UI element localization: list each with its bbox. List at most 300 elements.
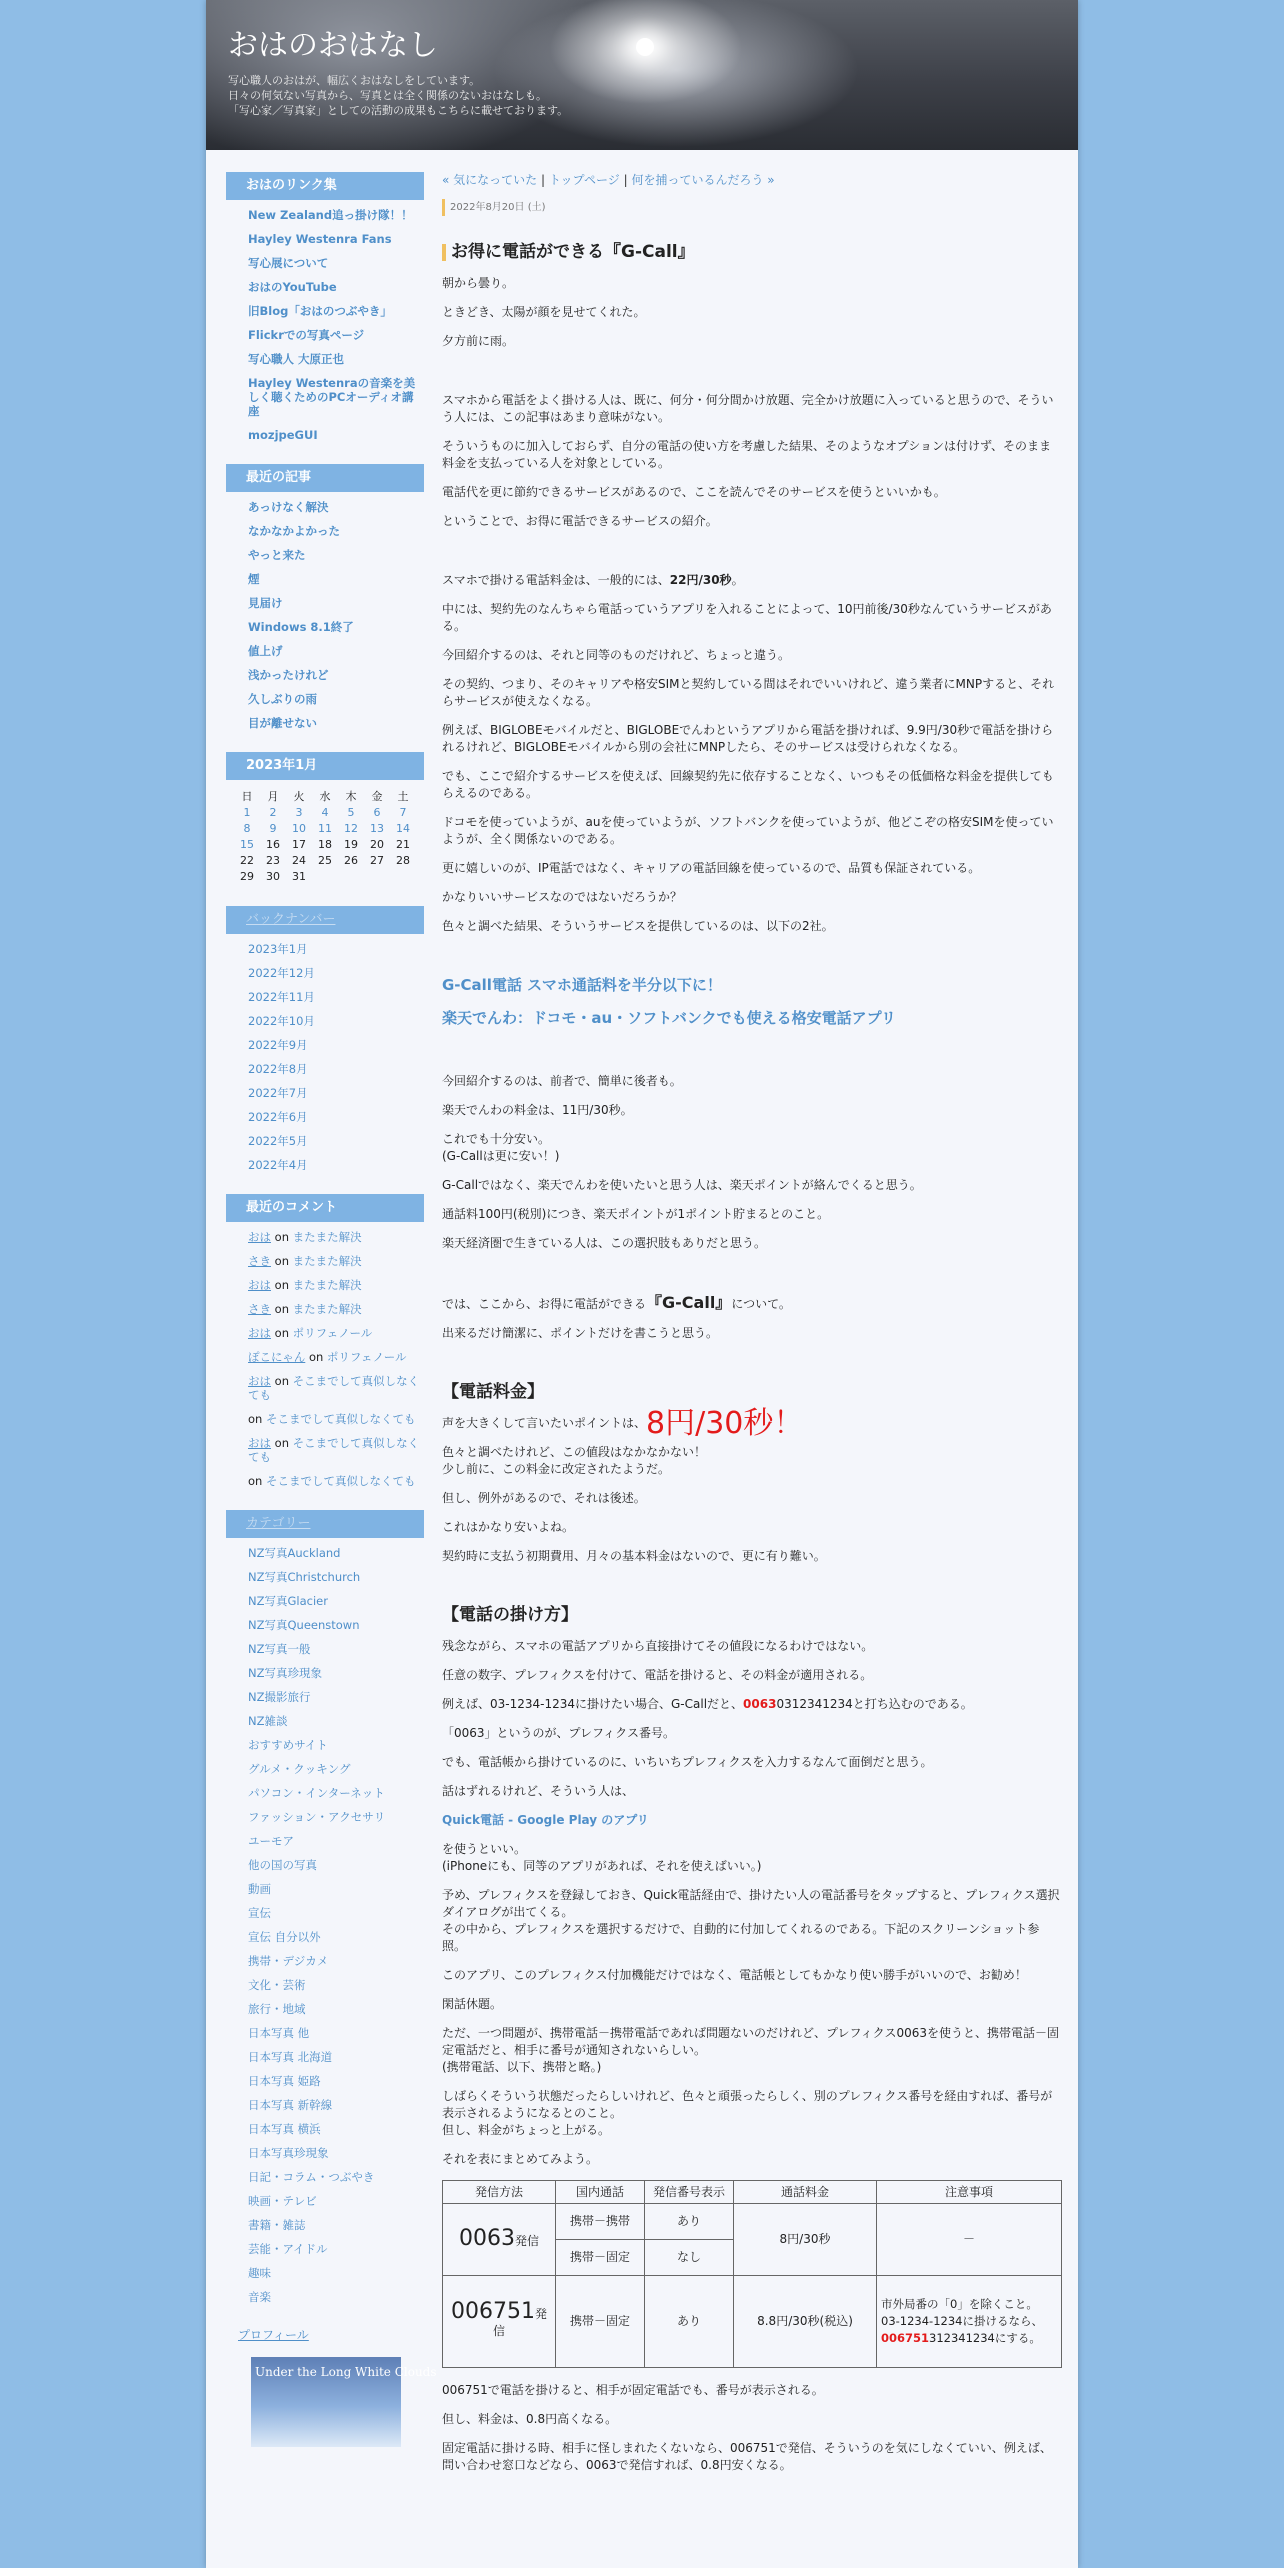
archive-month-link[interactable]: 2022年4月: [248, 1158, 308, 1172]
paragraph: 閑話休題。: [442, 1997, 503, 2011]
profile-image[interactable]: [251, 2357, 437, 2447]
archive-month-link[interactable]: 2022年6月: [248, 1110, 308, 1124]
recent-posts-widget: [226, 464, 424, 730]
calendar-day: [312, 804, 338, 820]
section-heading-howto: 【電話の掛け方】: [442, 1605, 578, 1625]
calendar-day: 19: [344, 837, 358, 851]
category-link[interactable]: 文化・芸術: [248, 1978, 306, 1992]
text: スマホで掛ける電話料金は、一般的には、: [442, 573, 670, 587]
archive-month-link[interactable]: 2023年1月: [248, 942, 308, 956]
calendar-weekday: 土: [397, 790, 409, 803]
external-item: [248, 232, 424, 246]
text: 色々と調べたけれど、この値段はなかなかない！: [442, 1445, 707, 1459]
calendar-day: [390, 868, 416, 884]
calendar-day: [234, 820, 260, 836]
text: 予め、プレフィクスを登録しておき、Quick電話経由で、掛けたい人の電話番号をタップすると、プレフィクス選択ダイアログが出てくる。: [442, 1888, 1060, 1919]
archive-month-item: [248, 1110, 424, 1124]
comment-on-label: on: [274, 1326, 293, 1340]
category-link[interactable]: 日本写真 横浜: [248, 2122, 321, 2136]
comment-on-label: on: [274, 1230, 293, 1244]
calendar-week: [234, 868, 416, 884]
paragraph: [442, 1131, 1062, 1165]
calendar-day: [260, 820, 286, 836]
recent-post-link[interactable]: Windows 8.1終了: [248, 620, 354, 634]
external-link[interactable]: 写心職人 大原正也: [248, 352, 345, 366]
comment-post-link[interactable]: そこまでして真似しなくても: [265, 1474, 416, 1488]
recent-post-link[interactable]: 浅かったけれど: [248, 668, 329, 682]
calendar-day-link[interactable]: 4: [321, 805, 329, 819]
comment-author[interactable]: さき: [248, 1302, 271, 1316]
comment-on-label: on: [308, 1350, 327, 1364]
category-link[interactable]: NZ写真Glacier: [248, 1594, 328, 1608]
calendar-day-link[interactable]: 15: [240, 837, 254, 851]
header-sun-image: [636, 38, 654, 56]
category-link[interactable]: ユーモア: [248, 1834, 294, 1848]
text: その中から、プレフィクスを選択するだけで、自動的に付加してくれるのである。下記のスクリーンショット参照。: [442, 1922, 1040, 1953]
archive-month-item: [248, 966, 424, 980]
recent-post-item: [248, 596, 424, 610]
external-link[interactable]: Hayley Westenra Fans: [248, 232, 392, 246]
calendar-day-link[interactable]: 14: [396, 821, 410, 835]
category-link[interactable]: 旅行・地域: [248, 2002, 306, 2016]
category-link[interactable]: 携帯・デジカメ: [248, 1954, 329, 1968]
fee-table: [442, 2180, 1062, 2368]
gcall-highlight: 『G-Call』: [646, 1293, 732, 1312]
archive-month-link[interactable]: 2022年5月: [248, 1134, 308, 1148]
paragraph: [442, 1812, 1062, 1829]
calendar-day-link[interactable]: 3: [295, 805, 303, 819]
category-link[interactable]: ファッション・アクセサリ: [248, 1810, 386, 1824]
comment-item: [248, 1436, 424, 1464]
paragraph: [442, 2025, 1062, 2076]
comment-post-link[interactable]: ポリフェノール: [292, 1326, 373, 1340]
spacer: [442, 542, 1062, 572]
calendar-week: [234, 852, 416, 868]
calendar-day-link[interactable]: 9: [269, 821, 277, 835]
site-description-line: 「写心家／写真家」としての活動の成果もこちらに載せております。: [228, 104, 569, 117]
note-line: 市外局番の「0」を除くこと。: [881, 2297, 1038, 2311]
comment-item: [248, 1302, 424, 1316]
external-link[interactable]: おはのYouTube: [248, 280, 337, 294]
external-item: [248, 208, 424, 222]
recent-posts-title: 最近の記事: [226, 464, 424, 492]
external-link[interactable]: 写心展について: [248, 256, 329, 270]
comment-post-link[interactable]: そこまでして真似しなくても: [265, 1412, 416, 1426]
text: ただ、一つ問題が、携帯電話－携帯電話であれば問題ないのだけれど、プレフィクス0063を使うと、携帯電話－固定電話だと、相手に番号が通知されないらしい。: [442, 2026, 1059, 2057]
text: 発信: [492, 2307, 547, 2338]
table-header: 通話料金: [734, 2181, 877, 2204]
category-link[interactable]: 動画: [248, 1882, 271, 1896]
paragraph: スマホから電話をよく掛ける人は、既に、何分・何分間かけ放題、完全かけ放題に入っていると思うので、そういう人には、この記事はあまり意味がない。: [442, 393, 1054, 424]
site-title[interactable]: おはのおはなし: [228, 28, 438, 63]
recent-post-item: [248, 692, 424, 706]
comments-list: [226, 1230, 424, 1488]
archive-month-item: [248, 1014, 424, 1028]
recent-post-link[interactable]: やっと来た: [248, 548, 306, 562]
recent-post-link[interactable]: 煙: [248, 572, 260, 586]
paragraph: これはかなり安いよね。: [442, 1520, 575, 1534]
category-item: [248, 1858, 424, 1872]
comment-author[interactable]: おは: [248, 1230, 271, 1244]
table-cell: [443, 2204, 556, 2276]
recent-post-link[interactable]: 久しぶりの雨: [248, 692, 317, 706]
table-cell: 携帯－固定: [556, 2240, 645, 2276]
comment-post-link[interactable]: そこまでして真似しなくても: [248, 1374, 420, 1402]
table-cell: あり: [645, 2204, 734, 2240]
category-link[interactable]: 日本写真 姫路: [248, 2074, 321, 2088]
links-list: [226, 208, 424, 442]
recent-post-link[interactable]: なかなかよかった: [248, 524, 340, 538]
text: しばらくそういう状態だったらしいけれど、色々と頑張ったらしく、別のプレフィクス番号を経由すれば、番号が表示されるようになるとのこと。: [442, 2089, 1053, 2120]
paragraph: [442, 1887, 1062, 1955]
external-link[interactable]: Flickrでの写真ページ: [248, 328, 365, 342]
comment-on-label: on: [274, 1302, 293, 1316]
calendar-day: 28: [396, 853, 410, 867]
category-link[interactable]: 日本写真珍現象: [248, 2146, 329, 2160]
category-link[interactable]: 宣伝: [248, 1906, 271, 1920]
category-link[interactable]: NZ写真Christchurch: [248, 1570, 361, 1584]
calendar-day: [364, 820, 390, 836]
price-big-highlight: 8円/30秒！: [646, 1406, 804, 1441]
category-item: [248, 1930, 424, 1944]
site-header: [206, 0, 1078, 150]
paragraph: 残念ながら、スマホの電話アプリから直接掛けてその値段になるわけではない。: [442, 1639, 874, 1653]
post-title: お得に電話ができる『G-Call』: [442, 244, 1062, 261]
comment-post-link[interactable]: またまた解決: [292, 1254, 362, 1268]
text: 。: [731, 573, 744, 587]
category-link[interactable]: NZ撮影旅行: [248, 1690, 311, 1704]
external-item: [248, 280, 424, 294]
paragraph: 006751で電話を掛けると、相手が固定電話でも、番号が表示される。: [442, 2383, 824, 2397]
paragraph: 「0063」というのが、プレフィクス番号。: [442, 1726, 675, 1740]
comment-item: [248, 1474, 424, 1488]
calendar-days: [234, 804, 416, 884]
category-link[interactable]: NZ写真Queenstown: [248, 1618, 360, 1632]
archive-month-item: [248, 1038, 424, 1052]
spacer: [442, 362, 1062, 392]
category-link[interactable]: 映画・テレビ: [248, 2194, 317, 2208]
category-link[interactable]: NZ写真Auckland: [248, 1546, 341, 1560]
text: (G-Callは更に安い！): [442, 1149, 560, 1163]
calendar-day: 30: [266, 869, 280, 883]
calendar-day: 18: [318, 837, 332, 851]
page: [206, 0, 1078, 2568]
table-cell: なし: [645, 2240, 734, 2276]
paragraph: かなりいいサービスなのではないだろうか？: [442, 890, 683, 904]
paragraph: 固定電話に掛ける時、相手に怪しまれたくないなら、006751で発信、そういうのを気にしなくていい、例えば、問い合わせ窓口などなら、0063で発信すれば、0.8円安くなる。: [442, 2441, 1052, 2472]
text: 0312341234と打ち込むのである。: [776, 1697, 973, 1711]
recent-post-item: [248, 668, 424, 682]
category-link[interactable]: 芸能・アイドル: [248, 2242, 328, 2256]
comment-item: [248, 1412, 424, 1426]
category-item: [248, 2170, 424, 2184]
paragraph: [442, 1696, 1062, 1713]
category-item: [248, 1786, 424, 1800]
comments-widget: [226, 1194, 424, 1488]
paragraph: そういうものに加入しておらず、自分の電話の使い方を考慮した結果、そのようなオプションは付けず、そのまま料金を支払っている人を対象としている。: [442, 439, 1052, 470]
comment-author[interactable]: おは: [248, 1278, 271, 1292]
links-widget: [226, 172, 424, 442]
calendar-day: 16: [266, 837, 280, 851]
category-link[interactable]: 日記・コラム・つぶやき: [248, 2170, 375, 2184]
comment-author[interactable]: おは: [248, 1374, 271, 1388]
category-item: [248, 2194, 424, 2208]
paragraph: 出来るだけ簡潔に、ポイントだけを書こうと思う。: [442, 1326, 719, 1340]
category-link[interactable]: 日本写真 新幹線: [248, 2098, 333, 2112]
calendar-day: [286, 804, 312, 820]
calendar-day: [338, 804, 364, 820]
archive-month-link[interactable]: 2022年8月: [248, 1062, 308, 1076]
external-link[interactable]: 旧Blog「おはのつぶやき」: [248, 304, 392, 318]
calendar-weekday: 木: [345, 790, 357, 803]
category-item: [248, 2026, 424, 2040]
calendar-day: [390, 820, 416, 836]
comment-post-link[interactable]: またまた解決: [292, 1230, 362, 1244]
calendar-day: [364, 804, 390, 820]
calendar-day: 17: [292, 837, 306, 851]
archive-month-link[interactable]: 2022年9月: [248, 1038, 308, 1052]
note-line: [881, 2330, 1057, 2347]
category-item: [248, 2290, 424, 2304]
paragraph: 電話代を更に節約できるサービスがあるので、ここを読んでそのサービスを使うといいかも。: [442, 485, 946, 499]
recent-post-item: [248, 524, 424, 538]
calendar-day: [286, 820, 312, 836]
calendar-day-link[interactable]: 11: [318, 821, 332, 835]
calendar-day-link[interactable]: 8: [243, 821, 251, 835]
category-item: [248, 2122, 424, 2136]
category-item: [248, 1642, 424, 1656]
calendar-day-link[interactable]: 10: [292, 821, 306, 835]
calendar-weekdays: [234, 788, 416, 804]
site-description-line: 日々の何気ない写真から、写真とは全く関係のないおはなしも。: [228, 89, 547, 102]
calendar-day-link[interactable]: 7: [399, 805, 407, 819]
category-item: [248, 1690, 424, 1704]
category-item: [248, 1906, 424, 1920]
category-link[interactable]: 宣伝 自分以外: [248, 1930, 321, 1944]
archive-month-item: [248, 1158, 424, 1172]
next-post-link[interactable]: 何を捕っているんだろう »: [631, 173, 775, 187]
spacer: [442, 1577, 1062, 1607]
external-item: [248, 352, 424, 366]
links-widget-title: おはのリンク集: [226, 172, 424, 200]
paragraph: 契約時に支払う初期費用、月々の基本料金はないので、更に有り難い。: [442, 1549, 826, 1563]
external-link[interactable]: mozjpeGUI: [248, 428, 318, 442]
calendar-week: [234, 820, 416, 836]
table-cell: 携帯－固定: [556, 2276, 645, 2368]
category-item: [248, 1978, 424, 1992]
archive-month-link[interactable]: 2022年7月: [248, 1086, 308, 1100]
calendar-day: 29: [240, 869, 254, 883]
comment-item: [248, 1326, 424, 1340]
comments-title: 最近のコメント: [226, 1194, 424, 1222]
profile-link[interactable]: プロフィール: [238, 2328, 309, 2342]
paragraph: 任意の数字、プレフィクスを付けて、電話を掛けると、その料金が適用される。: [442, 1668, 873, 1682]
category-item: [248, 1882, 424, 1896]
comment-author[interactable]: おは: [248, 1436, 271, 1450]
comment-post-link[interactable]: そこまでして真似しなくても: [248, 1436, 420, 1464]
recent-post-item: [248, 548, 424, 562]
calendar-table: [234, 788, 416, 884]
note-line: 03-1234-1234に掛けるなら、: [881, 2314, 1043, 2328]
comment-author[interactable]: おは: [248, 1326, 271, 1340]
text: では、ここから、お得に電話ができる: [442, 1297, 647, 1311]
comment-on-label: on: [248, 1412, 266, 1426]
post-date: 2022年8月20日 (土): [442, 199, 1062, 216]
calendar-widget: [226, 752, 424, 884]
rakuten-denwa-link[interactable]: 楽天でんわ：ドコモ・au・ソフトバンクでも使える格安電話アプリ: [442, 1009, 897, 1027]
paragraph: 例えば、BIGLOBEモバイルだと、BIGLOBEでんわというアプリから電話を掛ければ、9.9円/30秒で電話を掛けられるけれど、BIGLOBEモバイルから別の会社にMNPしたら、そのサービスは受けられなくなる。: [442, 723, 1054, 754]
prefix-code: 006751: [451, 2299, 535, 2324]
category-item: [248, 1666, 424, 1680]
calendar-weekday: 金: [371, 790, 383, 803]
spacer: [442, 1043, 1062, 1073]
paragraph: 中には、契約先のなんちゃら電話っていうアプリを入れることによって、10円前後/30秒なんていうサービスがある。: [442, 602, 1052, 633]
category-link[interactable]: NZ写真一般: [248, 1642, 311, 1656]
comment-item: [248, 1254, 424, 1268]
paragraph: [442, 1444, 1062, 1478]
table-header: 注意事項: [877, 2181, 1062, 2204]
calendar-day: 20: [370, 837, 384, 851]
table-row: [443, 2276, 1062, 2368]
calendar-title: 2023年1月: [226, 752, 424, 780]
recent-post-link[interactable]: 値上げ: [248, 644, 283, 658]
paragraph: 夕方前に雨。: [442, 334, 515, 348]
comment-post-link[interactable]: ポリフェノール: [326, 1350, 407, 1364]
external-link[interactable]: Hayley Westenraの音楽を美しく聴くためのPCオーディオ講座: [248, 376, 416, 418]
category-link[interactable]: グルメ・クッキング: [248, 1762, 351, 1776]
comment-author[interactable]: ぽこにゃん: [248, 1350, 306, 1364]
calendar-week: [234, 804, 416, 820]
calendar-day-link[interactable]: 6: [373, 805, 381, 819]
calendar-day: [338, 820, 364, 836]
category-item: [248, 2098, 424, 2112]
section-heading-fee: 【電話料金】: [442, 1382, 544, 1402]
calendar-day: 25: [318, 853, 332, 867]
spacer: [442, 947, 1062, 977]
table-cell: －: [877, 2204, 1062, 2276]
recent-post-link[interactable]: 目が離せない: [248, 716, 317, 730]
category-link[interactable]: 日本写真 北海道: [248, 2050, 333, 2064]
table-header: 国内通話: [556, 2181, 645, 2204]
post-navigation: [442, 172, 1062, 189]
calendar-day: [312, 868, 338, 884]
site-description-line: 写心職人のおはが、幅広くおはなしをしています。: [228, 74, 481, 87]
calendar-day-link[interactable]: 2: [269, 805, 277, 819]
categories-list: [226, 1546, 424, 2304]
archive-month-item: [248, 1134, 424, 1148]
text: 発信: [514, 2233, 539, 2248]
category-link[interactable]: おすすめサイト: [248, 1738, 328, 1752]
paragraph: [442, 1841, 1062, 1875]
category-item: [248, 1546, 424, 1560]
archive-month-item: [248, 942, 424, 956]
prev-post-link[interactable]: « 気になっていた: [442, 173, 538, 187]
category-link[interactable]: 書籍・雑誌: [248, 2218, 306, 2232]
recent-post-item: [248, 620, 424, 634]
comment-post-link[interactable]: またまた解決: [292, 1278, 362, 1292]
category-link[interactable]: パソコン・インターネット: [248, 1786, 385, 1800]
paragraph: でも、電話帳から掛けているのに、いちいちプレフィクスを入力するなんて面倒だと思う。: [442, 1755, 933, 1769]
paragraph: 朝から曇り。: [442, 276, 515, 290]
table-cell: 8円/30秒: [734, 2204, 877, 2276]
calendar-day: 21: [396, 837, 410, 851]
paragraph: でも、ここで紹介するサービスを使えば、回線契約先に依存することなく、いつもその低価格な料金を提供してもらえるのである。: [442, 769, 1054, 800]
calendar-day-link[interactable]: 13: [370, 821, 384, 835]
paragraph: [442, 1294, 1062, 1313]
calendar-day: [364, 868, 390, 884]
archives-title-link[interactable]: バックナンバー: [226, 906, 424, 934]
text: 声を大きくして言いたいポイントは、: [442, 1416, 647, 1430]
table-cell: [877, 2276, 1062, 2368]
calendar-weekday: 月: [267, 790, 279, 803]
external-item: [248, 328, 424, 342]
table-cell: [443, 2276, 556, 2368]
category-item: [248, 2218, 424, 2232]
categories-title-link[interactable]: カテゴリー: [226, 1510, 424, 1538]
category-item: [248, 1714, 424, 1728]
calendar-day: [312, 820, 338, 836]
gcall-link[interactable]: G-Call電話 スマホ通話料を半分以下に！: [442, 976, 722, 994]
sidebar: [226, 172, 437, 2447]
category-link[interactable]: NZ雑談: [248, 1714, 288, 1728]
price-highlight: 22円/30秒: [669, 573, 732, 587]
comment-on-label: on: [248, 1474, 266, 1488]
category-link[interactable]: 趣味: [248, 2266, 271, 2280]
text: 312341234にする。: [929, 2331, 1041, 2345]
comment-author[interactable]: さき: [248, 1254, 271, 1268]
archive-month-link[interactable]: 2022年10月: [248, 1014, 315, 1028]
comment-post-link[interactable]: またまた解決: [292, 1302, 362, 1316]
comment-item: [248, 1374, 424, 1402]
category-link[interactable]: 他の国の写真: [248, 1858, 317, 1872]
calendar-day-link[interactable]: 1: [243, 805, 251, 819]
paragraph: 但し、料金は、0.8円高くなる。: [442, 2412, 618, 2426]
calendar-day: 24: [292, 853, 306, 867]
calendar-day-link[interactable]: 5: [347, 805, 355, 819]
category-link[interactable]: NZ写真珍現象: [248, 1666, 322, 1680]
paragraph: 更に嬉しいのが、IP電話ではなく、キャリアの電話回線を使っているので、品質も保証されている。: [442, 861, 981, 875]
top-page-link[interactable]: トップページ: [548, 173, 620, 187]
category-item: [248, 2266, 424, 2280]
calendar-weekday: 水: [319, 790, 331, 803]
category-link[interactable]: 日本写真 他: [248, 2026, 310, 2040]
category-item: [248, 1618, 424, 1632]
recent-post-link[interactable]: 見届け: [248, 596, 283, 610]
paragraph: [442, 2088, 1062, 2139]
nav-separator: |: [619, 173, 632, 187]
text: 例えば、03-1234-1234に掛けたい場合、G-Callだと、: [442, 1697, 744, 1711]
recent-post-link[interactable]: あっけなく解決: [248, 500, 329, 514]
text: (iPhoneにも、同等のアプリがあれば、それを使えばいい。): [442, 1859, 762, 1873]
table-cell: 8.8円/30秒(税込): [734, 2276, 877, 2368]
category-item: [248, 2146, 424, 2160]
quick-denwa-link[interactable]: Quick電話 - Google Play のアプリ: [442, 1813, 649, 1827]
paragraph: このアプリ、このプレフィクス付加機能だけではなく、電話帳としてもかなり使い勝手がいいので、お勧め！: [442, 1968, 1027, 1982]
category-item: [248, 2074, 424, 2088]
calendar-day: [260, 804, 286, 820]
external-link[interactable]: New Zealand追っ掛け隊！！: [248, 208, 413, 222]
category-link[interactable]: 音楽: [248, 2290, 271, 2304]
table-cell: 携帯－携帯: [556, 2204, 645, 2240]
paragraph: 楽天経済圏で生きている人は、この選択肢もありだと思う。: [442, 1236, 767, 1250]
calendar-day-link[interactable]: 12: [344, 821, 358, 835]
text: について。: [731, 1297, 791, 1311]
archive-month-link[interactable]: 2022年11月: [248, 990, 315, 1004]
comment-item: [248, 1350, 424, 1364]
paragraph: それを表にまとめてみよう。: [442, 2152, 599, 2166]
archive-month-link[interactable]: 2022年12月: [248, 966, 315, 980]
archive-month-item: [248, 1086, 424, 1100]
